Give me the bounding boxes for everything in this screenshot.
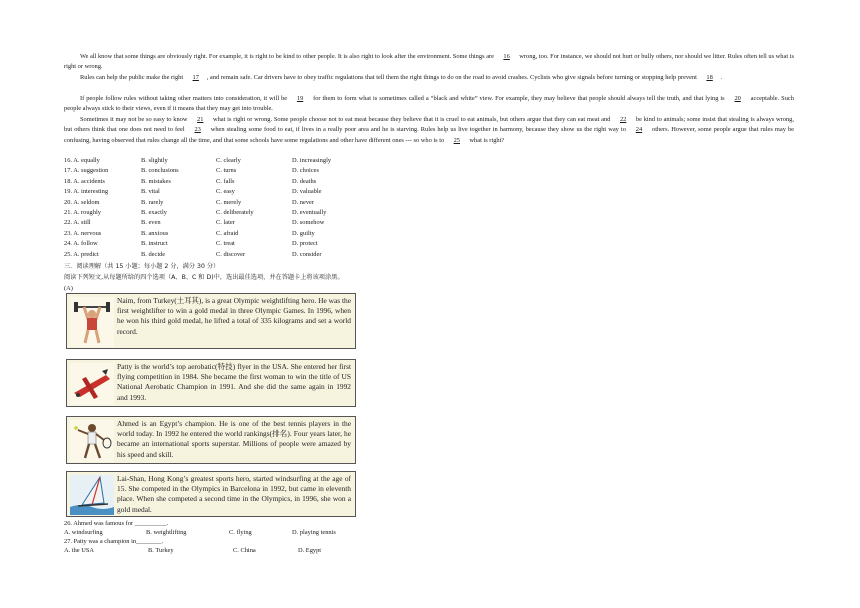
athlete-card-naim	[66, 293, 356, 349]
option-d: D. protect	[292, 240, 318, 248]
tennis-player-icon	[70, 420, 114, 462]
blank-19: 19	[296, 95, 304, 102]
card-text: Lai-Shan, Hong Kong’s greatest sports hero, started windsurfing at the age of 15. She competed in the Olympics in Barcelona in 1992, but came in eleventh place. When she competed a second time in the Olympics, in 1996, she won a gold medal.	[117, 474, 351, 514]
section-instruction: 阅读下列短文,从每题所给的四个选项（A、B、C 和 D)中，选出最佳选项，并在答题卡上将该项涂黑。	[64, 274, 344, 281]
option-a: 18. A. accidents	[64, 177, 105, 185]
passage-text: If people follow rules without taking other matters into consideration, it will be	[80, 95, 288, 102]
passage-text: what is right or wrong. Some people choose not to eat meat because they believe that it is cruel to eat animals, but others argue that they can eat meat and	[213, 116, 611, 123]
card-text: Ahmed is an Egypt’s champion. He is one of the best tennis players in the world today. In 1992 he entered the world rankings(排名). Four years later, he became an international sports superstar. Millions of people were amazed by his speed and skill.	[117, 419, 351, 459]
option-d: D. valuable	[292, 188, 322, 196]
option-d: D. deaths	[292, 177, 317, 185]
blank-20: 20	[734, 95, 741, 102]
option-c: C. merely	[216, 198, 242, 206]
option-b: B. decide	[141, 250, 166, 258]
passage-text: others. However, some people argue that rules may be confusing, having observed that rules change all the time, and that some schools have some regulations and other have different ones --- so who is to	[64, 126, 794, 144]
option-a: 20. A. seldom	[64, 198, 100, 206]
question-26-option-c: C. flying	[229, 529, 252, 536]
athlete-card-ahmed	[66, 416, 356, 464]
option-a: 19. A. interesting	[64, 188, 109, 196]
windsurfer-icon	[70, 475, 114, 515]
part-label: (A)	[64, 285, 73, 292]
option-a: 16. A. equally	[64, 157, 100, 164]
question-27-stem: 27. Patty was a champion in________.	[64, 538, 164, 545]
option-c: C. turns	[216, 167, 237, 175]
passage-text: Sometimes it may not be so easy to know	[80, 116, 188, 123]
card-text: Patty is the world’s top aerobatic(特技) flyer in the USA. She entered her first flying competition in 1984. She became the first woman to win the title of US National Aerobatic Champion in 1991. And she did the same again in 1992 and 1993.	[117, 362, 351, 402]
option-a: 23. A. nervous	[64, 229, 102, 237]
option-a: 22. A. still	[64, 219, 91, 227]
option-c: C. afraid	[216, 229, 239, 237]
option-b: B. vital	[141, 188, 160, 196]
option-c: C. falls	[216, 177, 235, 185]
option-b: B. even	[141, 219, 161, 227]
passage-text: , and remain safe. Car drivers have to obey traffic regulations that tell them the right things to do on the road to avoid crashes. Cyclists who give signals before turning or stopping help prevent	[206, 74, 697, 81]
question-27-option-a: A. the USA	[64, 547, 94, 554]
question-27-option-c: C. China	[233, 547, 256, 554]
question-26-option-a: A. windsurfing	[64, 529, 103, 536]
passage-text: We all know that some things are obviously right. For example, it is right to be kind to other people. It is also right to look after the environment. Some things are	[80, 53, 494, 60]
question-27-option-b: B. Turkey	[148, 547, 174, 554]
passage-paragraph-3	[64, 94, 794, 115]
blank-17: 17	[192, 74, 199, 81]
question-26-stem: 26. Ahmed was famous for __________.	[64, 520, 169, 527]
blank-25: 25	[453, 136, 460, 144]
option-d: D. eventually	[292, 208, 327, 216]
blank-18: 18	[706, 74, 713, 81]
blank-24: 24	[635, 126, 643, 134]
question-26-option-b: B. weightlifting	[146, 529, 187, 536]
option-d: D. guilty	[292, 229, 315, 237]
option-b: B. slightly	[141, 157, 168, 164]
option-b: B. anxious	[141, 229, 169, 237]
option-a: 24. A. follow	[64, 240, 98, 248]
athlete-card-lai-shan	[66, 471, 356, 517]
passage-text: acceptable. Such people always stick to their views, even if it means that they may get into trouble.	[64, 95, 794, 113]
question-27-option-d: D. Egypt	[298, 547, 322, 554]
question-26-option-d: D. playing tennis	[292, 529, 336, 536]
blank-23: 23	[194, 126, 201, 134]
passage-text: for them to form what is sometimes called a “black and white” view. For example, they may believe that people should always tell the truth, and that lying is	[313, 95, 725, 102]
passage-text: Rules can help the public make the right	[80, 74, 184, 81]
passage-text: what is right?	[469, 136, 505, 144]
option-a: 21. A. roughly	[64, 208, 101, 216]
passage-text: wrong, too. For instance, we should not hurt or bully others, nor should we litter. Rules often tell us what is right or wrong.	[64, 53, 794, 71]
section-title: 三．阅读理解（共 15 小题；每小题 2 分，满分 30 分）	[64, 263, 220, 270]
passage-paragraph-1	[64, 52, 794, 73]
option-d: D. choices	[292, 167, 319, 175]
option-b: B. exactly	[141, 208, 167, 216]
passage-paragraph-2	[64, 73, 794, 83]
option-d: D. increasingly	[292, 157, 332, 164]
option-a: 17. A. suggestion	[64, 167, 109, 175]
option-c: C. treat	[216, 240, 235, 248]
passage-text: be kind to animals; some insist that stealing is always wrong, but others think that one does not need to feel	[64, 116, 794, 134]
option-c: C. easy	[216, 188, 235, 196]
option-d: D. consider	[292, 250, 322, 258]
option-a: 25. A. predict	[64, 250, 99, 258]
option-b: B. conclusions	[141, 167, 179, 175]
option-c: C. discover	[216, 250, 246, 258]
option-b: B. instruct	[141, 240, 168, 248]
option-d: D. somehow	[292, 219, 325, 227]
option-b: B. rarely	[141, 198, 164, 206]
card-text: Naim, from Turkey(土耳其), is a great Olympic weightlifting hero. He was the first weightlifter to win a gold medal in three Olympic Games. In 1996, when he won his third gold medal, he lifted a total of 335 kilograms and set a world record.	[117, 296, 351, 336]
option-c: C. clearly	[216, 157, 241, 164]
passage-text: .	[720, 74, 723, 81]
option-d: D. never	[292, 198, 315, 206]
weightlifter-icon	[70, 297, 114, 347]
option-c: C. deliberately	[216, 208, 254, 216]
aerobatic-plane-icon	[70, 363, 114, 405]
blank-22: 22	[619, 116, 627, 123]
option-c: C. later	[216, 219, 235, 227]
blank-21: 21	[197, 116, 204, 123]
blank-16: 16	[503, 53, 510, 60]
passage-paragraph-4	[64, 115, 794, 146]
athlete-card-patty	[66, 359, 356, 407]
option-b: B. mistakes	[141, 177, 171, 185]
passage-text: when stealing some food to eat, if lives in a really poor area and he is starving. Rules help us live together in harmony, because they show us the right way to	[210, 126, 626, 134]
